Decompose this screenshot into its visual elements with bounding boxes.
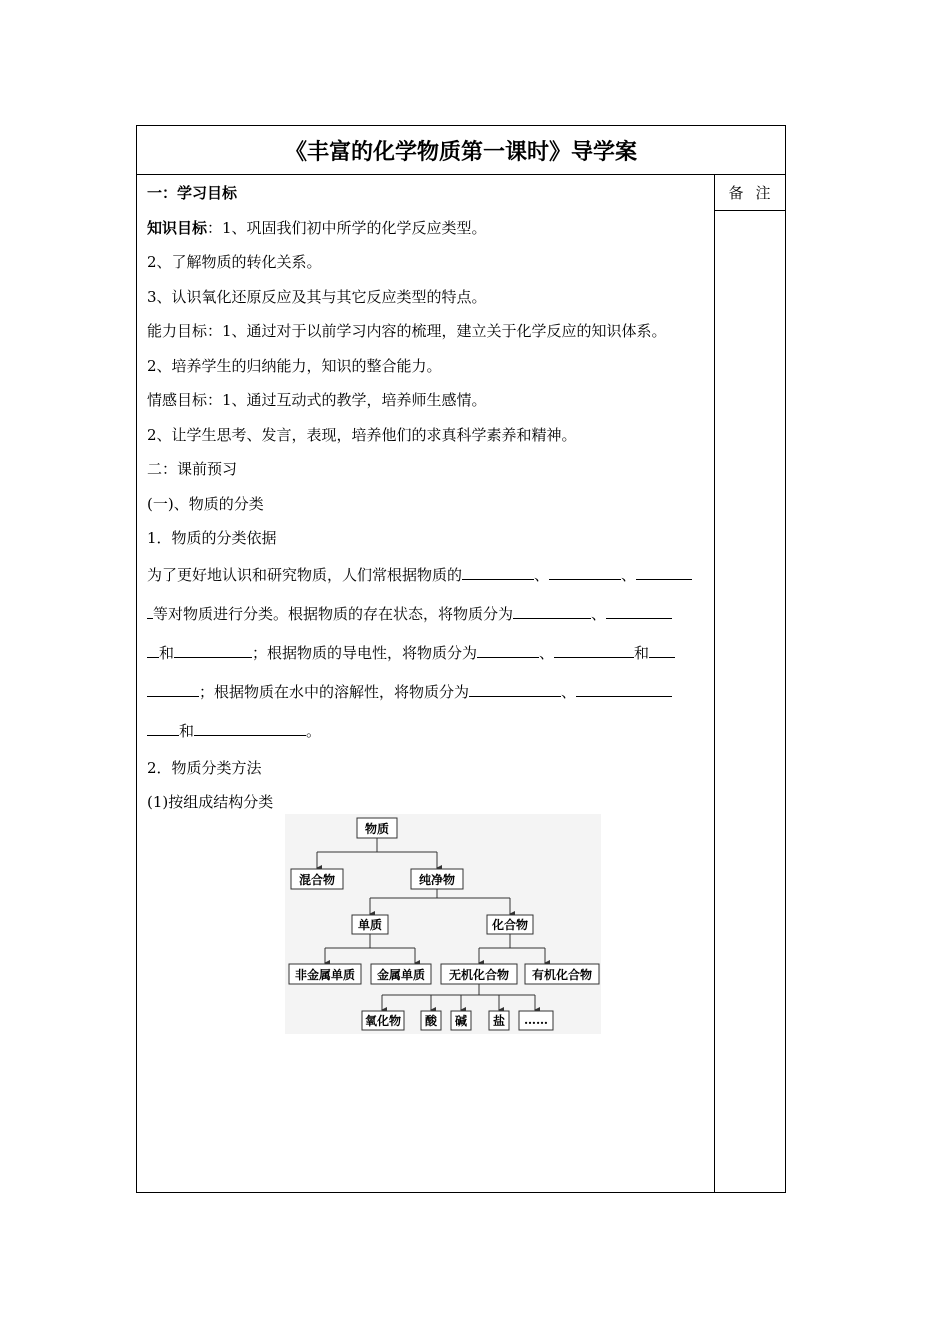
and: 和 xyxy=(159,643,175,662)
answer-blank[interactable] xyxy=(606,604,672,619)
para-end: 。 xyxy=(306,721,322,740)
knowledge-goal-1-text: ：1、巩固我们初中所学的化学反应类型。 xyxy=(207,218,487,237)
node-acid: 酸 xyxy=(424,1014,438,1028)
worksheet-table xyxy=(136,125,786,1193)
sep: 、 xyxy=(591,604,607,623)
para-text-2: 等对物质进行分类。根据物质的存在状态，将物质分为 xyxy=(153,604,514,623)
subsection-classification: (一)、物质的分类 xyxy=(147,494,264,513)
node-root: 物质 xyxy=(364,822,390,836)
answer-blank[interactable] xyxy=(147,643,159,658)
para-line-5 xyxy=(147,712,707,751)
sep: 、 xyxy=(561,682,577,701)
item-classification-method: 2．物质分类方法 xyxy=(147,758,262,777)
answer-blank[interactable] xyxy=(469,682,561,697)
emotion-goal-1: 情感目标：1、通过互动式的教学，培养师生感情。 xyxy=(147,391,487,409)
para-text-3: ；根据物质的导电性，将物质分为 xyxy=(252,643,478,662)
main-content xyxy=(147,176,707,820)
sep: 、 xyxy=(534,565,550,584)
node-etc: …… xyxy=(524,1013,548,1027)
answer-blank[interactable] xyxy=(147,682,199,697)
answer-blank[interactable] xyxy=(554,643,634,658)
and: 和 xyxy=(179,721,195,740)
answer-blank[interactable] xyxy=(147,721,179,736)
node-base: 碱 xyxy=(454,1014,468,1028)
item-classification-basis: 1．物质的分类依据 xyxy=(147,529,277,547)
node-element: 单质 xyxy=(357,918,383,932)
answer-blank[interactable] xyxy=(477,643,539,658)
para-line-2 xyxy=(147,595,707,634)
ability-goal-2: 2、培养学生的归纳能力，知识的整合能力。 xyxy=(147,356,442,375)
fill-in-paragraph xyxy=(147,556,707,751)
answer-blank[interactable] xyxy=(174,643,252,658)
node-organic: 有机化合物 xyxy=(531,968,593,982)
answer-blank[interactable] xyxy=(649,643,675,658)
node-compound: 化合物 xyxy=(491,918,529,932)
node-pure: 纯净物 xyxy=(418,873,456,887)
knowledge-goal-1 xyxy=(147,211,707,246)
sep: 、 xyxy=(621,565,637,584)
answer-blank[interactable] xyxy=(576,682,672,697)
knowledge-label: 知识目标 xyxy=(147,218,208,237)
classification-tree xyxy=(285,814,601,1034)
node-nonmetal: 非金属单质 xyxy=(294,968,356,982)
node-salt: 盐 xyxy=(492,1014,506,1028)
notes-column xyxy=(714,174,786,1192)
knowledge-goal-3: 3、认识氧化还原反应及其与其它反应类型的特点。 xyxy=(147,287,487,306)
answer-blank[interactable] xyxy=(194,721,306,736)
section-heading-preview: 二：课前预习 xyxy=(147,460,238,478)
and: 和 xyxy=(634,643,650,662)
para-line-3 xyxy=(147,634,707,673)
ability-goal-1: 能力目标：1、通过对于以前学习内容的梳理，建立关于化学反应的知识体系。 xyxy=(147,322,667,340)
sep: 、 xyxy=(539,643,555,662)
answer-blank[interactable] xyxy=(636,565,692,580)
classification-diagram xyxy=(285,814,601,1034)
node-inorganic: 无机化合物 xyxy=(448,968,510,982)
answer-blank[interactable] xyxy=(549,565,621,580)
node-mixture: 混合物 xyxy=(298,873,336,887)
answer-blank[interactable] xyxy=(462,565,534,580)
para-text-4: ；根据物质在水中的溶解性，将物质分为 xyxy=(199,682,470,701)
page-title: 《丰富的化学物质第一课时》导学案 xyxy=(137,126,785,175)
node-oxide: 氧化物 xyxy=(364,1014,402,1028)
answer-blank[interactable] xyxy=(513,604,591,619)
para-text-1: 为了更好地认识和研究物质，人们常根据物质的 xyxy=(147,565,463,584)
section-heading-objectives: 一：学习目标 xyxy=(147,184,238,202)
para-line-4 xyxy=(147,673,707,712)
item-by-composition: (1)按组成结构分类 xyxy=(147,793,274,811)
knowledge-goal-2: 2、了解物质的转化关系。 xyxy=(147,253,322,271)
notes-header: 备注 xyxy=(715,174,786,211)
node-metal: 金属单质 xyxy=(376,968,426,982)
para-line-1 xyxy=(147,556,707,595)
emotion-goal-2: 2、让学生思考、发言，表现，培养他们的求真科学素养和精神。 xyxy=(147,425,577,444)
